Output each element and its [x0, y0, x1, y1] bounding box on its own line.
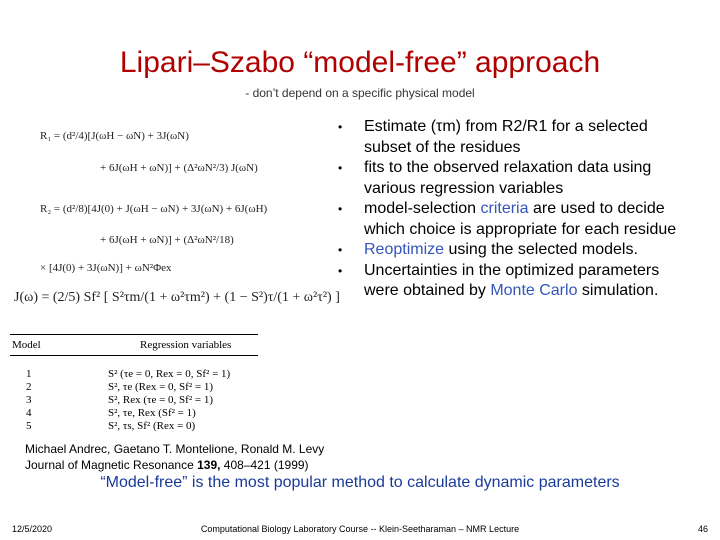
r1-equation-line1: R₁ = (d²/4)[J(ωH − ωN) + 3J(ωN) [40, 130, 189, 142]
bullet-text-tail: simulation. [577, 282, 659, 299]
bullet-marker: • [338, 120, 343, 134]
bullet-text: model-selection [364, 200, 481, 217]
bullet-list [338, 117, 683, 302]
bullet-highlight: criteria [480, 200, 529, 217]
table-top-rule [10, 334, 258, 335]
journal-volume: 139, [197, 458, 221, 472]
table-header-rule [10, 355, 258, 356]
table-header-variables: Regression variables [140, 339, 232, 351]
table-row-vars: S², τe, Rex (Sf² = 1) [108, 407, 196, 419]
citation [25, 441, 324, 473]
bullet-highlight: Monte Carlo [490, 282, 578, 299]
journal-pages: 408–421 (1999) [220, 458, 309, 472]
citation-authors: Michael Andrec, Gaetano T. Montelione, Ronald M. Levy [25, 442, 325, 456]
table-row-vars: S², τe (Rex = 0, Sf² = 1) [108, 381, 213, 393]
bullet-marker: • [338, 161, 343, 175]
table-header-model: Model [12, 339, 41, 351]
bullet-text-tail: are used to decide which choice is appropriate for each residue [364, 200, 677, 238]
table-row-model: 2 [26, 381, 32, 393]
journal-name: Journal of Magnetic Resonance [25, 458, 198, 472]
slide-title: Lipari–Szabo “model-free” approach [119, 46, 601, 79]
bullet-item [338, 117, 683, 158]
r2-equation-line1: R₂ = (d²/8)[4J(0) + J(ωH − ωN) + 3J(ωN) + 6J(ωH) [40, 203, 268, 215]
bullet-item [338, 261, 683, 302]
footer-date: 12/5/2020 [12, 524, 53, 534]
table-row-vars: S², Rex (τe = 0, Sf² = 1) [108, 394, 213, 406]
bullet-marker: • [338, 202, 343, 216]
slide-subtitle: - don’t depend on a specific physical model [245, 86, 475, 100]
footer-course: Computational Biology Laboratory Course -- Klein-Seetharaman – NMR Lecture [200, 524, 520, 534]
bullet-highlight: Reoptimize [364, 241, 445, 258]
bullet-text: Estimate (τm) from R2/R1 for a selected subset of the residues [364, 118, 648, 156]
table-row-vars: S² (τe = 0, Rex = 0, Sf² = 1) [108, 368, 231, 380]
bullet-marker: • [338, 243, 343, 257]
bullet-text-tail: using the selected models. [444, 241, 638, 258]
r2-equation-line2: + 6J(ωH + ωN)] + (Δ²ωN²/18) [100, 234, 234, 246]
footer-page-number: 46 [697, 524, 708, 534]
table-row-model: 5 [26, 420, 32, 432]
bullet-text: fits to the observed relaxation data using various regression variables [364, 159, 652, 197]
table-row-model: 4 [26, 407, 32, 419]
bullet-text: Uncertainties in the optimized parameters were obtained by [364, 261, 660, 299]
table-row-model: 3 [26, 394, 32, 406]
bullet-item [338, 240, 683, 261]
r2-equation-line3: × [4J(0) + 3J(ωN)] + ωN²Φex [40, 262, 172, 274]
table-row-model: 1 [26, 368, 32, 380]
tagline: “Model-free” is the most popular method to calculate dynamic parameters [100, 474, 620, 491]
table-row-vars: S², τs, Sf² (Rex = 0) [108, 420, 196, 432]
citation-journal [25, 457, 324, 473]
bullet-marker: • [338, 263, 343, 278]
r1-equation-line2: + 6J(ωH + ωN)] + (Δ²ωN²/3) J(ωN) [100, 162, 258, 174]
bullet-item [338, 158, 683, 199]
bullet-item [338, 199, 683, 240]
spectral-density-equation: J(ω) = (2/5) Sf² [ S²τm/(1 + ω²τm²) + (1 − S²)τ/(1 + ω²τ²) ] [14, 290, 340, 305]
